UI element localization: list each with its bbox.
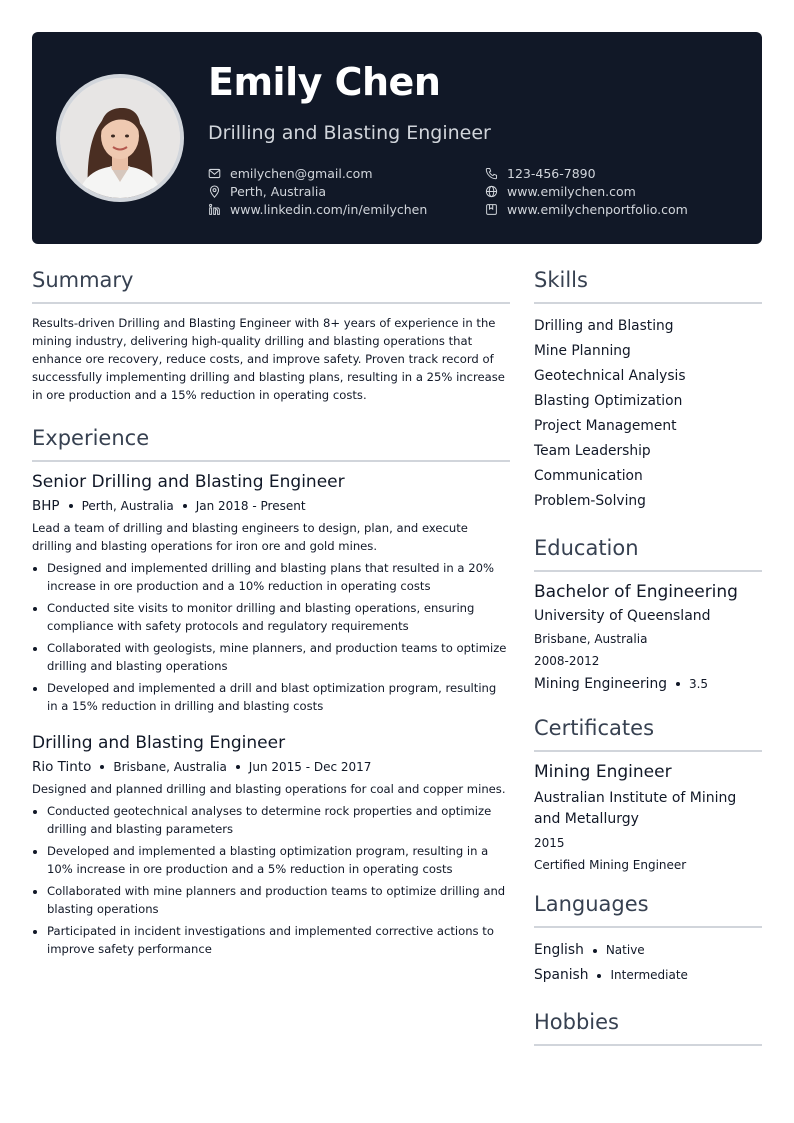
job-description: Lead a team of drilling and blasting engineers to design, plan, and execute drilling and blasting operations for iron ore and gold mines. — [32, 521, 468, 553]
contact-website-text: www.emilychen.com — [507, 184, 636, 199]
job-title: Drilling and Blasting Engineer — [32, 733, 286, 753]
contact-phone-text: 123-456-7890 — [507, 166, 596, 181]
education-location: Brisbane, Australia — [534, 632, 648, 646]
skills-heading: Skills — [534, 268, 762, 304]
job-title: Senior Drilling and Blasting Engineer — [32, 472, 345, 492]
contact-linkedin[interactable] — [208, 202, 427, 217]
education-degree: Bachelor of Engineering — [534, 582, 738, 602]
separator-dot-icon — [597, 974, 601, 978]
language-item — [534, 963, 762, 988]
list-item: Developed and implemented a blasting optimization program, resulting in a 10% increase in ore production and a 5% reduction in operating costs — [32, 842, 510, 878]
job-meta — [32, 759, 510, 775]
language-name: Spanish — [534, 967, 589, 983]
list-item: Conducted site visits to monitor drilling and blasting operations, ensuring compliance with safety protocols and regulatory requirements — [32, 599, 510, 635]
separator-dot-icon — [183, 504, 187, 508]
separator-dot-icon — [69, 504, 73, 508]
globe-icon — [485, 185, 498, 198]
contact-website[interactable] — [485, 184, 636, 199]
job-location: Brisbane, Australia — [113, 760, 227, 774]
separator-dot-icon — [593, 949, 597, 953]
list-item: Developed and implemented a drill and blast optimization program, resulting in a 15% reduction in drilling and blasting costs — [32, 679, 510, 715]
skill-item: Project Management — [534, 418, 677, 434]
phone-icon — [485, 167, 498, 180]
education-university: University of Queensland — [534, 608, 711, 624]
job-location: Perth, Australia — [81, 499, 174, 513]
main-column — [32, 268, 510, 976]
skills-list — [534, 314, 762, 514]
separator-dot-icon — [676, 682, 680, 686]
candidate-name: Emily Chen — [208, 60, 441, 104]
job-bullets — [32, 802, 510, 958]
separator-dot-icon — [236, 765, 240, 769]
contact-portfolio-text: www.emilychenportfolio.com — [507, 202, 688, 217]
contact-location-text: Perth, Australia — [230, 184, 326, 199]
certificate-organization: Australian Institute of Mining and Metallurgy — [534, 790, 737, 827]
languages-heading: Languages — [534, 892, 762, 928]
portfolio-icon — [485, 203, 498, 216]
certificate-name: Mining Engineer — [534, 762, 672, 782]
job-company: BHP — [32, 498, 60, 514]
linkedin-icon — [208, 203, 221, 216]
list-item: Collaborated with mine planners and production teams to optimize drilling and blasting operations — [32, 882, 510, 918]
list-item: Conducted geotechnical analyses to determine rock properties and optimize drilling and blasting parameters — [32, 802, 510, 838]
skill-item: Geotechnical Analysis — [534, 368, 686, 384]
candidate-title: Drilling and Blasting Engineer — [208, 122, 491, 144]
job-dates: Jan 2018 - Present — [195, 499, 306, 513]
list-item: Designed and implemented drilling and blasting plans that resulted in a 20% increase in ore production and a 10% reduction in operating costs — [32, 559, 510, 595]
contact-location — [208, 184, 326, 199]
education-heading: Education — [534, 536, 762, 572]
contact-email[interactable] — [208, 166, 373, 181]
avatar — [56, 74, 184, 202]
job-description: Designed and planned drilling and blasting operations for coal and copper mines. — [32, 782, 506, 796]
skill-item: Team Leadership — [534, 443, 651, 459]
list-item: Participated in incident investigations and implemented corrective actions to improve safety performance — [32, 922, 510, 958]
contact-email-text: emilychen@gmail.com — [230, 166, 373, 181]
resume-header — [32, 32, 762, 244]
profile-photo-icon — [60, 78, 180, 198]
certificates-heading: Certificates — [534, 716, 762, 752]
education-gpa: 3.5 — [688, 677, 709, 691]
certificate-note: Certified Mining Engineer — [534, 858, 687, 872]
language-name: English — [534, 942, 584, 958]
education-field-text: Mining Engineering — [534, 676, 667, 692]
education-dates: 2008-2012 — [534, 654, 600, 668]
education-field — [534, 676, 762, 692]
job-entry — [32, 733, 510, 958]
list-item: Collaborated with geologists, mine planners, and production teams to optimize drilling and blasting operations — [32, 639, 510, 675]
languages-list — [534, 938, 762, 988]
skill-item: Communication — [534, 468, 643, 484]
language-level: Native — [605, 943, 645, 957]
language-item — [534, 938, 762, 963]
job-meta — [32, 498, 510, 514]
side-column — [534, 268, 762, 1056]
contact-linkedin-text: www.linkedin.com/in/emilychen — [230, 202, 428, 217]
contact-portfolio[interactable] — [485, 202, 688, 217]
job-company: Rio Tinto — [32, 759, 92, 775]
job-dates: Jun 2015 - Dec 2017 — [248, 760, 372, 774]
summary-text: Results-driven Drilling and Blasting Engineer with 8+ years of experience in the mining industry, delivering high-quality drilling and blasting operations that enhance ore recovery, reduce costs, and improve safety. Proven track record of successfully implementing drilling and blasting plans, resulting in a 25% increase in ore production and a 15% reduction in operating costs. — [32, 316, 505, 402]
envelope-icon — [208, 167, 221, 180]
skill-item: Problem-Solving — [534, 493, 646, 509]
experience-heading: Experience — [32, 426, 510, 462]
contact-phone[interactable] — [485, 166, 596, 181]
certificate-year: 2015 — [534, 836, 565, 850]
skill-item: Mine Planning — [534, 343, 631, 359]
language-level: Intermediate — [610, 968, 688, 982]
separator-dot-icon — [100, 765, 104, 769]
skill-item: Drilling and Blasting — [534, 318, 674, 334]
job-entry — [32, 472, 510, 715]
map-pin-icon — [208, 185, 221, 198]
skill-item: Blasting Optimization — [534, 393, 683, 409]
hobbies-heading: Hobbies — [534, 1010, 762, 1046]
summary-heading: Summary — [32, 268, 510, 304]
job-bullets — [32, 559, 510, 715]
